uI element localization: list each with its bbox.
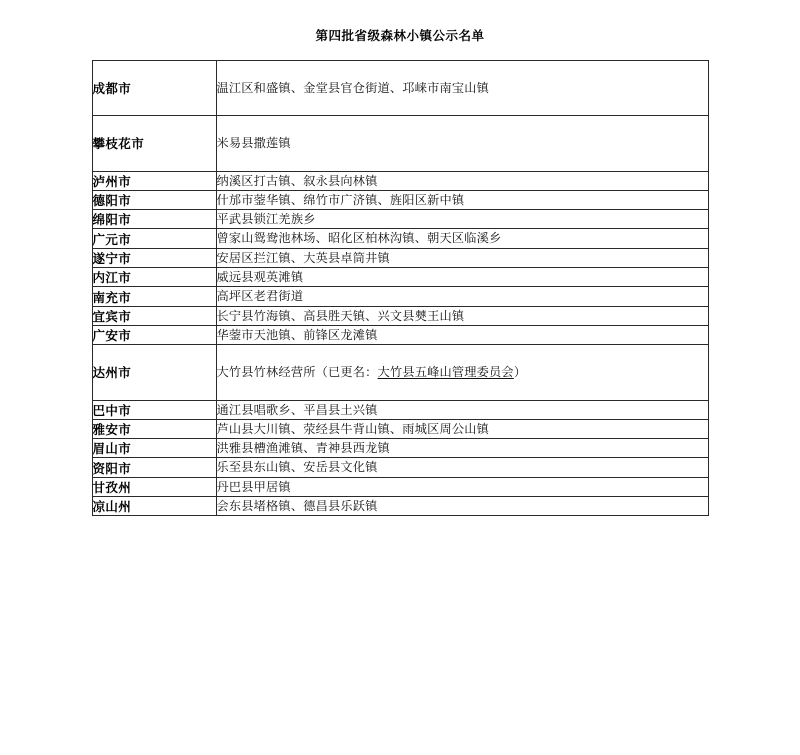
city-cell: 宜宾市 <box>92 306 216 325</box>
towns-cell: 丹巴县甲居镇 <box>216 477 708 496</box>
towns-cell: 什邡市蓥华镇、绵竹市广济镇、旌阳区新中镇 <box>216 190 708 209</box>
table-row <box>92 439 708 458</box>
city-cell: 遂宁市 <box>92 248 216 267</box>
towns-cell: 威远县观英滩镇 <box>216 268 708 287</box>
city-cell: 泸州市 <box>92 171 216 190</box>
towns-cell: 洪雅县槽渔滩镇、青神县西龙镇 <box>216 439 708 458</box>
city-cell: 达州市 <box>92 345 216 400</box>
table-row <box>92 345 708 400</box>
city-cell: 内江市 <box>92 268 216 287</box>
table-row <box>92 400 708 419</box>
table-row <box>92 268 708 287</box>
towns-cell: 平武县锁江羌族乡 <box>216 210 708 229</box>
city-cell: 资阳市 <box>92 458 216 477</box>
forest-town-list-table <box>92 60 709 516</box>
city-cell: 德阳市 <box>92 190 216 209</box>
document-page <box>0 26 800 755</box>
towns-cell: 温江区和盛镇、金堂县官仓街道、邛崃市南宝山镇 <box>216 61 708 116</box>
table-row <box>92 306 708 325</box>
table-row <box>92 458 708 477</box>
table-row <box>92 419 708 438</box>
city-cell: 绵阳市 <box>92 210 216 229</box>
table-row <box>92 248 708 267</box>
towns-cell: 长宁县竹海镇、高县胜天镇、兴文县僰王山镇 <box>216 306 708 325</box>
table-row <box>92 325 708 344</box>
city-cell: 巴中市 <box>92 400 216 419</box>
table-row <box>92 61 708 116</box>
city-cell: 南充市 <box>92 287 216 306</box>
renamed-entity-text: 大竹县五峰山管理委员会 <box>377 365 514 380</box>
city-cell: 雅安市 <box>92 419 216 438</box>
table-row <box>92 116 708 171</box>
city-cell: 凉山州 <box>92 497 216 516</box>
towns-cell: 纳溪区打古镇、叙永县向林镇 <box>216 171 708 190</box>
towns-cell-with-rename-note: 大竹县竹林经营所（已更名：大竹县五峰山管理委员会） <box>216 345 708 400</box>
table-row <box>92 210 708 229</box>
table-row <box>92 287 708 306</box>
towns-cell: 曾家山鸳鸯池林场、昭化区柏林沟镇、朝天区临溪乡 <box>216 229 708 248</box>
towns-cell: 安居区拦江镇、大英县卓筒井镇 <box>216 248 708 267</box>
towns-cell: 芦山县大川镇、荥经县牛背山镇、雨城区周公山镇 <box>216 419 708 438</box>
table-row <box>92 477 708 496</box>
city-cell: 广安市 <box>92 325 216 344</box>
table-body <box>92 61 708 516</box>
city-cell: 成都市 <box>92 61 216 116</box>
table-row <box>92 190 708 209</box>
towns-cell: 通江县唱歌乡、平昌县土兴镇 <box>216 400 708 419</box>
forest-town-list-table-wrapper <box>92 60 709 516</box>
city-cell: 甘孜州 <box>92 477 216 496</box>
table-row <box>92 497 708 516</box>
page-title: 第四批省级森林小镇公示名单 <box>315 28 485 43</box>
city-cell: 眉山市 <box>92 439 216 458</box>
towns-cell: 会东县堵格镇、德昌县乐跃镇 <box>216 497 708 516</box>
towns-cell: 华蓥市天池镇、前锋区龙滩镇 <box>216 325 708 344</box>
towns-cell: 乐至县东山镇、安岳县文化镇 <box>216 458 708 477</box>
city-cell: 攀枝花市 <box>92 116 216 171</box>
towns-cell: 高坪区老君街道 <box>216 287 708 306</box>
table-row <box>92 229 708 248</box>
city-cell: 广元市 <box>92 229 216 248</box>
towns-cell: 米易县撒莲镇 <box>216 116 708 171</box>
table-row <box>92 171 708 190</box>
